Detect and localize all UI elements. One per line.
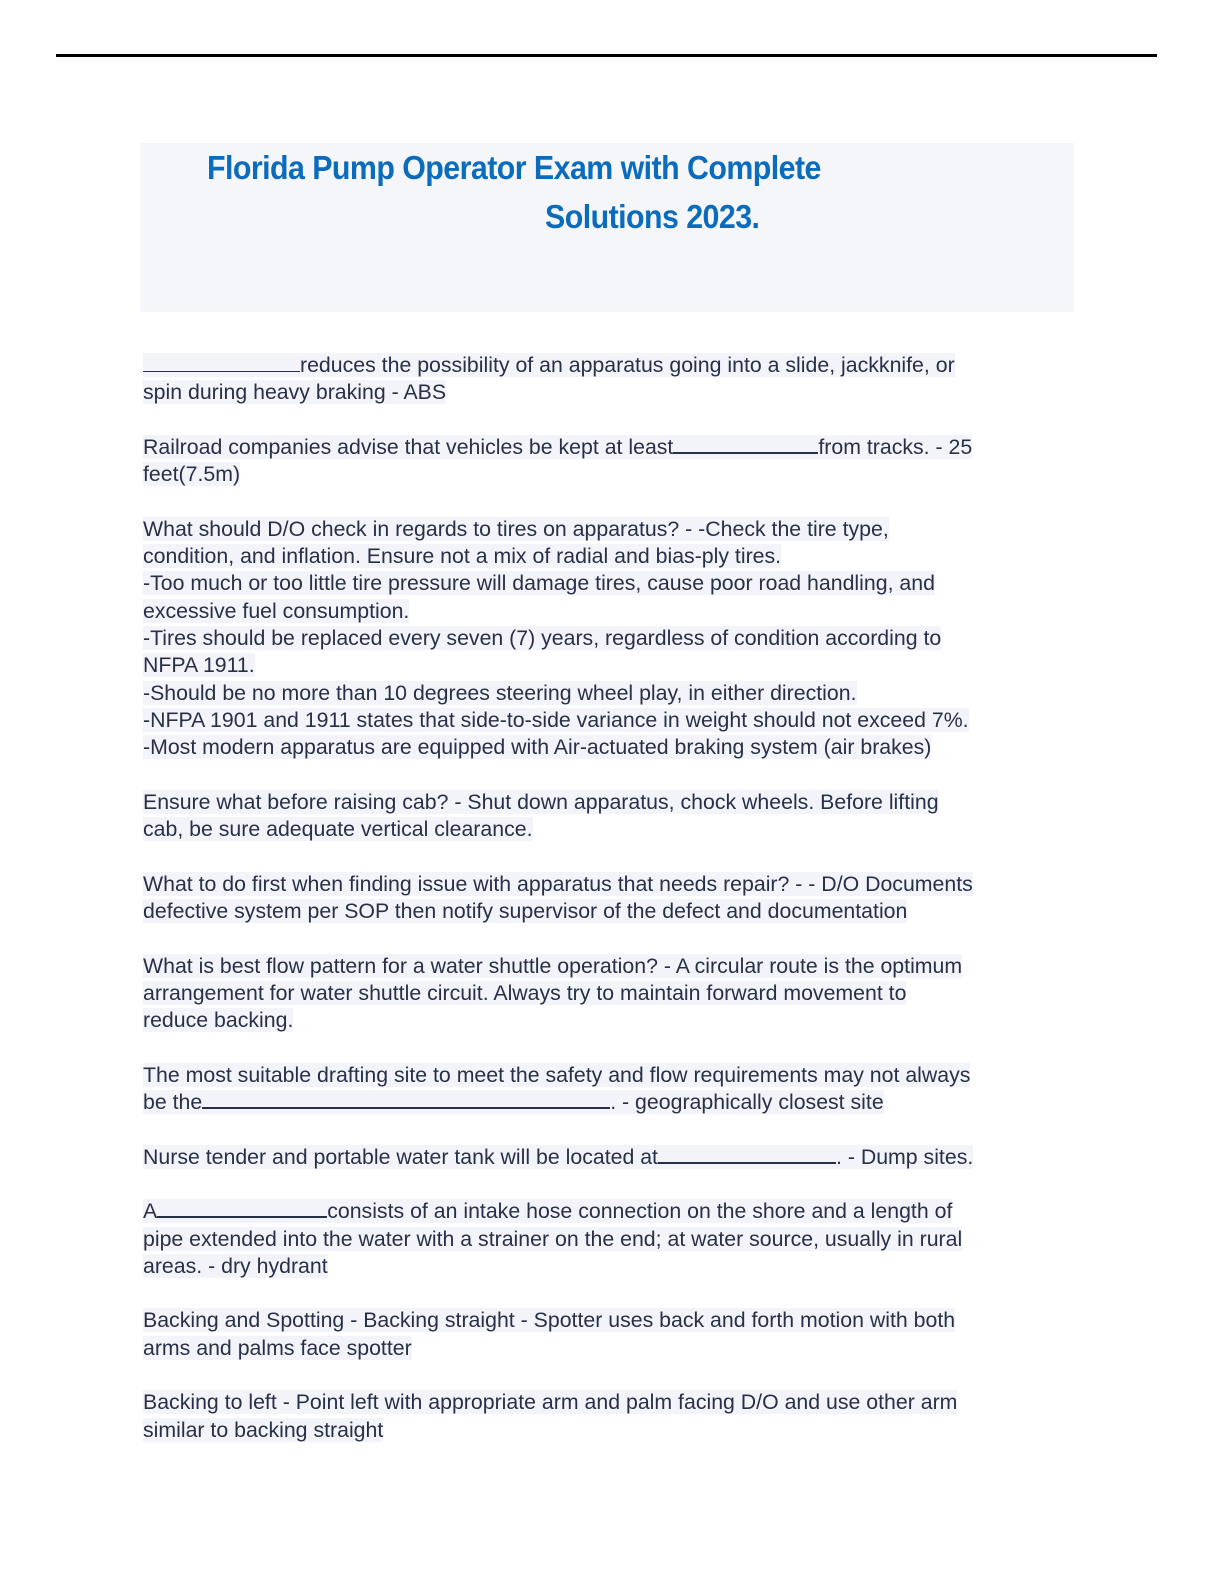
qa-line: Backing and Spotting - Backing straight - Spotter uses back and forth motion with both bbox=[143, 1308, 956, 1333]
qa-line: reduces the possibility of an apparatus going into a slide, jackknife, or bbox=[143, 353, 955, 377]
fill-in-blank bbox=[673, 435, 818, 454]
qa-item bbox=[143, 789, 1083, 844]
fill-in-blank bbox=[157, 1199, 327, 1218]
qa-line: excessive fuel consumption. bbox=[143, 598, 410, 623]
qa-line: feet(7.5m) bbox=[143, 462, 241, 487]
qa-line: A consists of an intake hose connection on the shore and a length of bbox=[143, 1199, 953, 1224]
qa-item bbox=[143, 871, 1083, 926]
qa-line: areas. - dry hydrant bbox=[143, 1253, 328, 1278]
qa-line: Ensure what before raising cab? - Shut down apparatus, chock wheels. Before lifting bbox=[143, 789, 939, 814]
fill-in-blank bbox=[143, 353, 300, 372]
qa-line: Backing to left - Point left with appropriate arm and palm facing D/O and use other arm bbox=[143, 1390, 958, 1415]
qa-line: NFPA 1911. bbox=[143, 653, 255, 678]
qa-line: Railroad companies advise that vehicles be kept at least from tracks. - 25 bbox=[143, 434, 973, 459]
qa-line: Nurse tender and portable water tank will be located at . - Dump sites. bbox=[143, 1144, 974, 1169]
qa-line: defective system per SOP then notify supervisor of the defect and documentation bbox=[143, 898, 908, 923]
qa-item bbox=[143, 1198, 1083, 1280]
qa-item bbox=[143, 434, 1083, 489]
qa-item bbox=[143, 1144, 1083, 1171]
qa-line: What is best flow pattern for a water shuttle operation? - A circular route is the optimum bbox=[143, 953, 963, 978]
qa-line: -Should be no more than 10 degrees steering wheel play, in either direction. bbox=[143, 680, 857, 705]
qa-item bbox=[143, 352, 1083, 407]
qa-line: The most suitable drafting site to meet the safety and flow requirements may not always bbox=[143, 1062, 971, 1087]
fill-in-blank bbox=[202, 1090, 610, 1109]
qa-item bbox=[143, 1062, 1083, 1117]
qa-line: What to do first when finding issue with apparatus that needs repair? - - D/O Documents bbox=[143, 871, 973, 896]
qa-line: -Too much or too little tire pressure will damage tires, cause poor road handling, and bbox=[143, 571, 935, 596]
qa-line: be the . - geographically closest site bbox=[143, 1090, 884, 1115]
qa-line: reduce backing. bbox=[143, 1008, 294, 1033]
qa-line: similar to backing straight bbox=[143, 1417, 384, 1442]
qa-item bbox=[143, 1307, 1083, 1362]
qa-item bbox=[143, 516, 1083, 762]
qa-line: arms and palms face spotter bbox=[143, 1335, 412, 1360]
qa-line: -Tires should be replaced every seven (7) years, regardless of condition according to bbox=[143, 625, 942, 650]
qa-line: spin during heavy braking - ABS bbox=[143, 380, 447, 405]
qa-item bbox=[143, 953, 1083, 1035]
header-rule bbox=[56, 54, 1157, 57]
qa-line: pipe extended into the water with a strainer on the end; at water source, usually in rural bbox=[143, 1226, 963, 1251]
qa-item bbox=[143, 1389, 1083, 1444]
fill-in-blank bbox=[658, 1145, 836, 1164]
document-body bbox=[143, 352, 1083, 1471]
qa-line: condition, and inflation. Ensure not a mix of radial and bias-ply tires. bbox=[143, 544, 782, 569]
qa-line: cab, be sure adequate vertical clearance. bbox=[143, 817, 533, 842]
qa-line: arrangement for water shuttle circuit. Always try to maintain forward movement to bbox=[143, 980, 907, 1005]
qa-line: What should D/O check in regards to tires on apparatus? - -Check the tire type, bbox=[143, 516, 889, 541]
document-title-line-2: Solutions 2023. bbox=[545, 198, 760, 235]
qa-line: -Most modern apparatus are equipped with Air-actuated braking system (air brakes) bbox=[143, 735, 932, 760]
document-title-line-1: Florida Pump Operator Exam with Complete bbox=[207, 149, 821, 186]
title-banner bbox=[140, 143, 1074, 312]
qa-line: -NFPA 1901 and 1911 states that side-to-side variance in weight should not exceed 7%. bbox=[143, 707, 969, 732]
